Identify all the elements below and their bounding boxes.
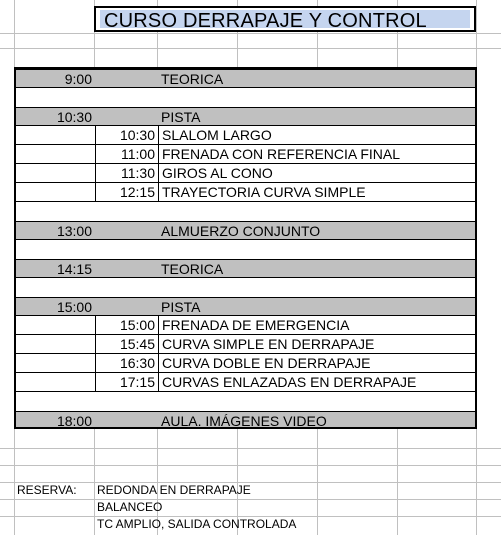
- item-time: 15:45: [119, 336, 155, 352]
- grid-hline: [0, 465, 501, 466]
- item-time-cell: [95, 183, 158, 202]
- item-label-cell: [158, 316, 475, 335]
- grid-hline: [0, 33, 501, 34]
- item-label-cell: [158, 183, 475, 202]
- block-label: TEORICA: [161, 71, 224, 87]
- item-label: FRENADA CON REFERENCIA FINAL: [162, 146, 401, 162]
- item-time-cell: [95, 373, 158, 392]
- item-label-cell: [158, 373, 475, 392]
- grid-hline: [0, 448, 501, 449]
- item-label: GIROS AL CONO: [162, 165, 273, 181]
- reserve-item: BALANCEO: [97, 500, 163, 514]
- block-label: PISTA: [161, 299, 201, 315]
- reserve-label: RESERVA:: [17, 483, 77, 497]
- item-time-cell: [95, 354, 158, 373]
- schedule-block-row: [16, 297, 475, 316]
- block-label: TEORICA: [161, 261, 224, 277]
- grid-hline: [0, 499, 501, 500]
- block-time: 15:00: [56, 299, 92, 315]
- block-time: 18:00: [56, 413, 92, 429]
- block-label: PISTA: [161, 109, 201, 125]
- item-label: CURVA SIMPLE EN DERRAPAJE: [162, 336, 375, 352]
- item-time: 17:15: [119, 374, 155, 390]
- schedule-block-row: [16, 69, 475, 88]
- schedule-block-row: [16, 259, 475, 278]
- item-time: 11:00: [121, 146, 155, 162]
- schedule-item-row: [16, 335, 475, 354]
- schedule-item-row: [16, 183, 475, 202]
- item-time-cell: [95, 145, 158, 164]
- item-label-cell: [158, 164, 475, 183]
- reserve-item: TC AMPLIO, SALIDA CONTROLADA: [97, 517, 297, 531]
- item-label: TRAYECTORIA CURVA SIMPLE: [162, 184, 366, 200]
- block-label: ALMUERZO CONJUNTO: [161, 223, 321, 239]
- block-time: 13:00: [56, 223, 92, 239]
- schedule-item-row: [16, 373, 475, 392]
- item-time: 10:30: [119, 127, 155, 143]
- item-label-cell: [158, 335, 475, 354]
- schedule-item-row: [16, 164, 475, 183]
- schedule-block-row: [16, 107, 475, 126]
- item-time: 12:15: [119, 184, 155, 200]
- item-time: 15:00: [119, 317, 155, 333]
- item-label-cell: [158, 354, 475, 373]
- schedule-block-row: [16, 221, 475, 240]
- page-title: CURSO DERRAPAJE Y CONTROL: [104, 10, 427, 32]
- block-time: 14:15: [56, 261, 92, 277]
- item-time-cell: [95, 126, 158, 145]
- schedule-block-row: [16, 411, 475, 429]
- schedule-item-row: [16, 354, 475, 373]
- schedule-item-row: [16, 316, 475, 335]
- item-label-cell: [158, 145, 475, 164]
- item-time-cell: [95, 335, 158, 354]
- title-cell[interactable]: [94, 6, 476, 32]
- block-time: 10:30: [56, 109, 92, 125]
- item-label: FRENADA DE EMERGENCIA: [162, 317, 350, 333]
- item-label: SLALOM LARGO: [162, 127, 272, 143]
- grid-hline: [0, 48, 501, 49]
- item-time-cell: [95, 164, 158, 183]
- reserve-item: REDONDA EN DERRAPAJE: [97, 483, 251, 497]
- item-time-cell: [95, 316, 158, 335]
- schedule-item-row: [16, 145, 475, 164]
- item-time: 16:30: [119, 355, 155, 371]
- item-label: CURVA DOBLE EN DERRAPAJE: [162, 355, 371, 371]
- block-time: 9:00: [64, 71, 92, 87]
- block-label: AULA. IMÁGENES VIDEO: [161, 413, 327, 429]
- item-label-cell: [158, 126, 475, 145]
- item-time: 11:30: [121, 165, 155, 181]
- schedule-item-row: [16, 126, 475, 145]
- item-label: CURVAS ENLAZADAS EN DERRAPAJE: [162, 374, 417, 390]
- schedule-table: [14, 67, 477, 429]
